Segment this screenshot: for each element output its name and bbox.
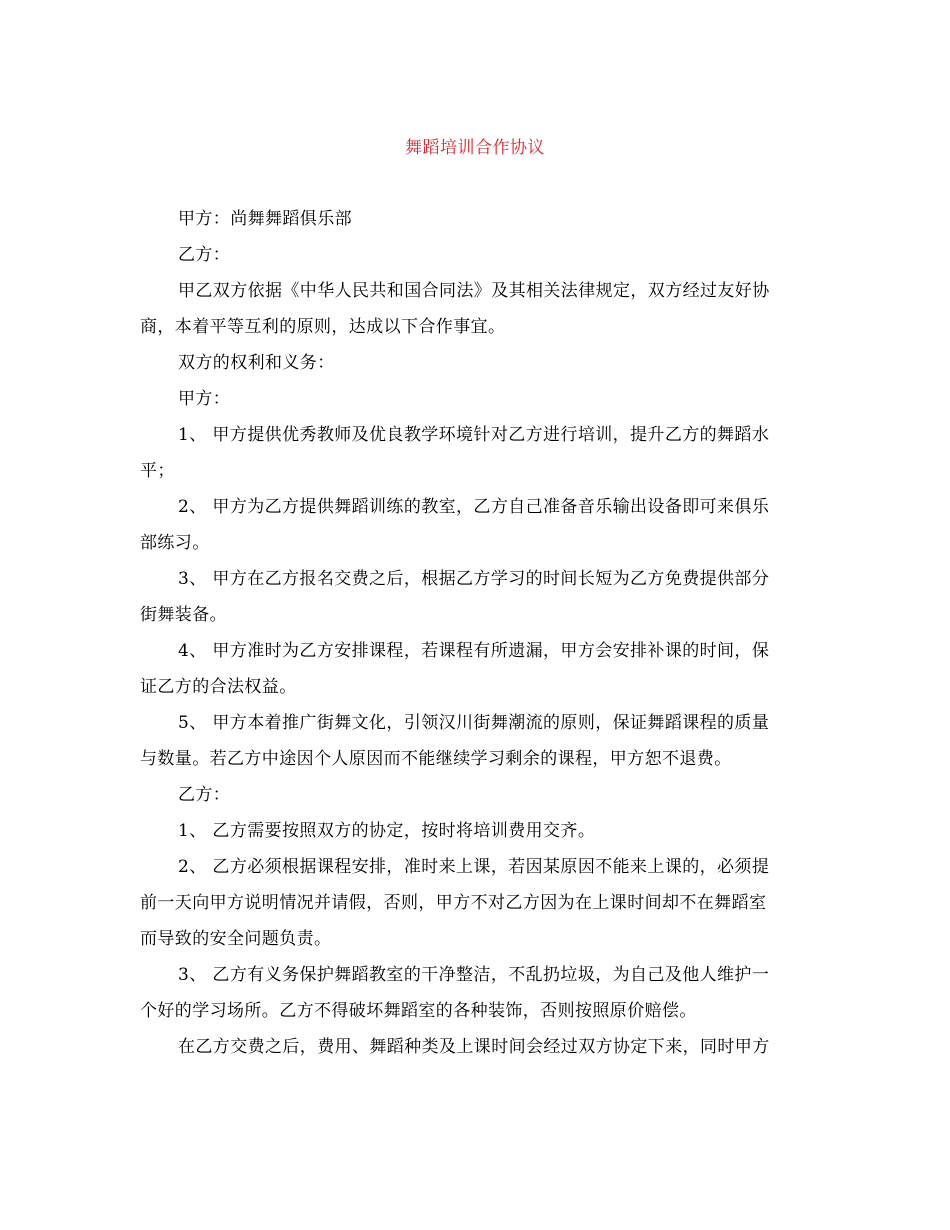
paragraph-a-item-1 (140, 423, 808, 483)
paragraph-line: 与数量。若乙方中途因个人原因而不能继续学习剩余的课程，甲方恕不退费。 (140, 749, 732, 769)
paragraph-party-a-heading (140, 387, 808, 411)
paragraph-line: 前一天向甲方说明情况并请假，否则，甲方不对乙方因为在上课时间却不在舞蹈室 (140, 893, 767, 913)
paragraph-line: 5、 甲方本着推广街舞文化，引领汉川街舞潮流的原则，保证舞蹈课程的质量 (178, 713, 770, 733)
paragraph-line: 部练习。 (140, 533, 210, 553)
paragraph-line: 3、 甲方在乙方报名交费之后，根据乙方学习的时间长短为乙方免费提供部分 (178, 569, 770, 589)
paragraph-line: 乙方： (178, 785, 231, 805)
paragraph-closing (140, 1035, 808, 1059)
paragraph-line: 平； (140, 461, 175, 481)
paragraph-line: 2、 乙方必须根据课程安排，准时来上课，若因某原因不能来上课的，必须提 (178, 857, 770, 877)
paragraph-line: 甲方： (178, 389, 231, 409)
paragraph-b-item-3 (140, 963, 808, 1023)
paragraph-line: 个好的学习场所。乙方不得破坏舞蹈室的各种装饰，否则按照原价赔偿。 (140, 1001, 697, 1021)
paragraph-party-a (140, 207, 808, 231)
paragraph-line: 乙方： (178, 245, 231, 265)
paragraph-line: 1、 乙方需要按照双方的协定，按时将培训费用交齐。 (178, 821, 596, 841)
paragraph-line: 在乙方交费之后，费用、舞蹈种类及上课时间会经过双方协定下来，同时甲方 (178, 1037, 770, 1057)
document-title: 舞蹈培训合作协议 (405, 138, 545, 158)
paragraph-preamble (140, 279, 808, 339)
paragraph-b-item-1 (140, 819, 808, 843)
paragraph-a-item-5 (140, 711, 808, 771)
paragraph-line: 1、 甲方提供优秀教师及优良教学环境针对乙方进行培训，提升乙方的舞蹈水 (178, 425, 770, 445)
paragraph-line: 4、 甲方准时为乙方安排课程，若课程有所遗漏，甲方会安排补课的时间，保 (178, 641, 770, 661)
paragraph-line: 双方的权利和义务： (178, 353, 335, 373)
paragraph-a-item-4 (140, 639, 808, 699)
paragraph-line: 2、 甲方为乙方提供舞蹈训练的教室，乙方自己准备音乐输出设备即可来俱乐 (178, 497, 770, 517)
paragraph-line: 商，本着平等互利的原则，达成以下合作事宜。 (140, 317, 506, 337)
paragraph-b-item-2 (140, 855, 808, 951)
paragraph-a-item-3 (140, 567, 808, 627)
paragraph-line: 而导致的安全问题负责。 (140, 929, 332, 949)
paragraph-line: 证乙方的合法权益。 (140, 677, 297, 697)
paragraph-line: 甲乙双方依据《中华人民共和国合同法》及其相关法律规定，双方经过友好协 (178, 281, 770, 301)
paragraph-line: 街舞装备。 (140, 605, 227, 625)
document-body (140, 207, 808, 1071)
paragraph-party-b-heading (140, 783, 808, 807)
paragraph-rights-heading (140, 351, 808, 375)
paragraph-a-item-2 (140, 495, 808, 555)
paragraph-line: 甲方：尚舞舞蹈俱乐部 (178, 209, 352, 229)
paragraph-party-b (140, 243, 808, 267)
paragraph-line: 3、 乙方有义务保护舞蹈教室的干净整洁，不乱扔垃圾，为自己及他人维护一 (178, 965, 770, 985)
